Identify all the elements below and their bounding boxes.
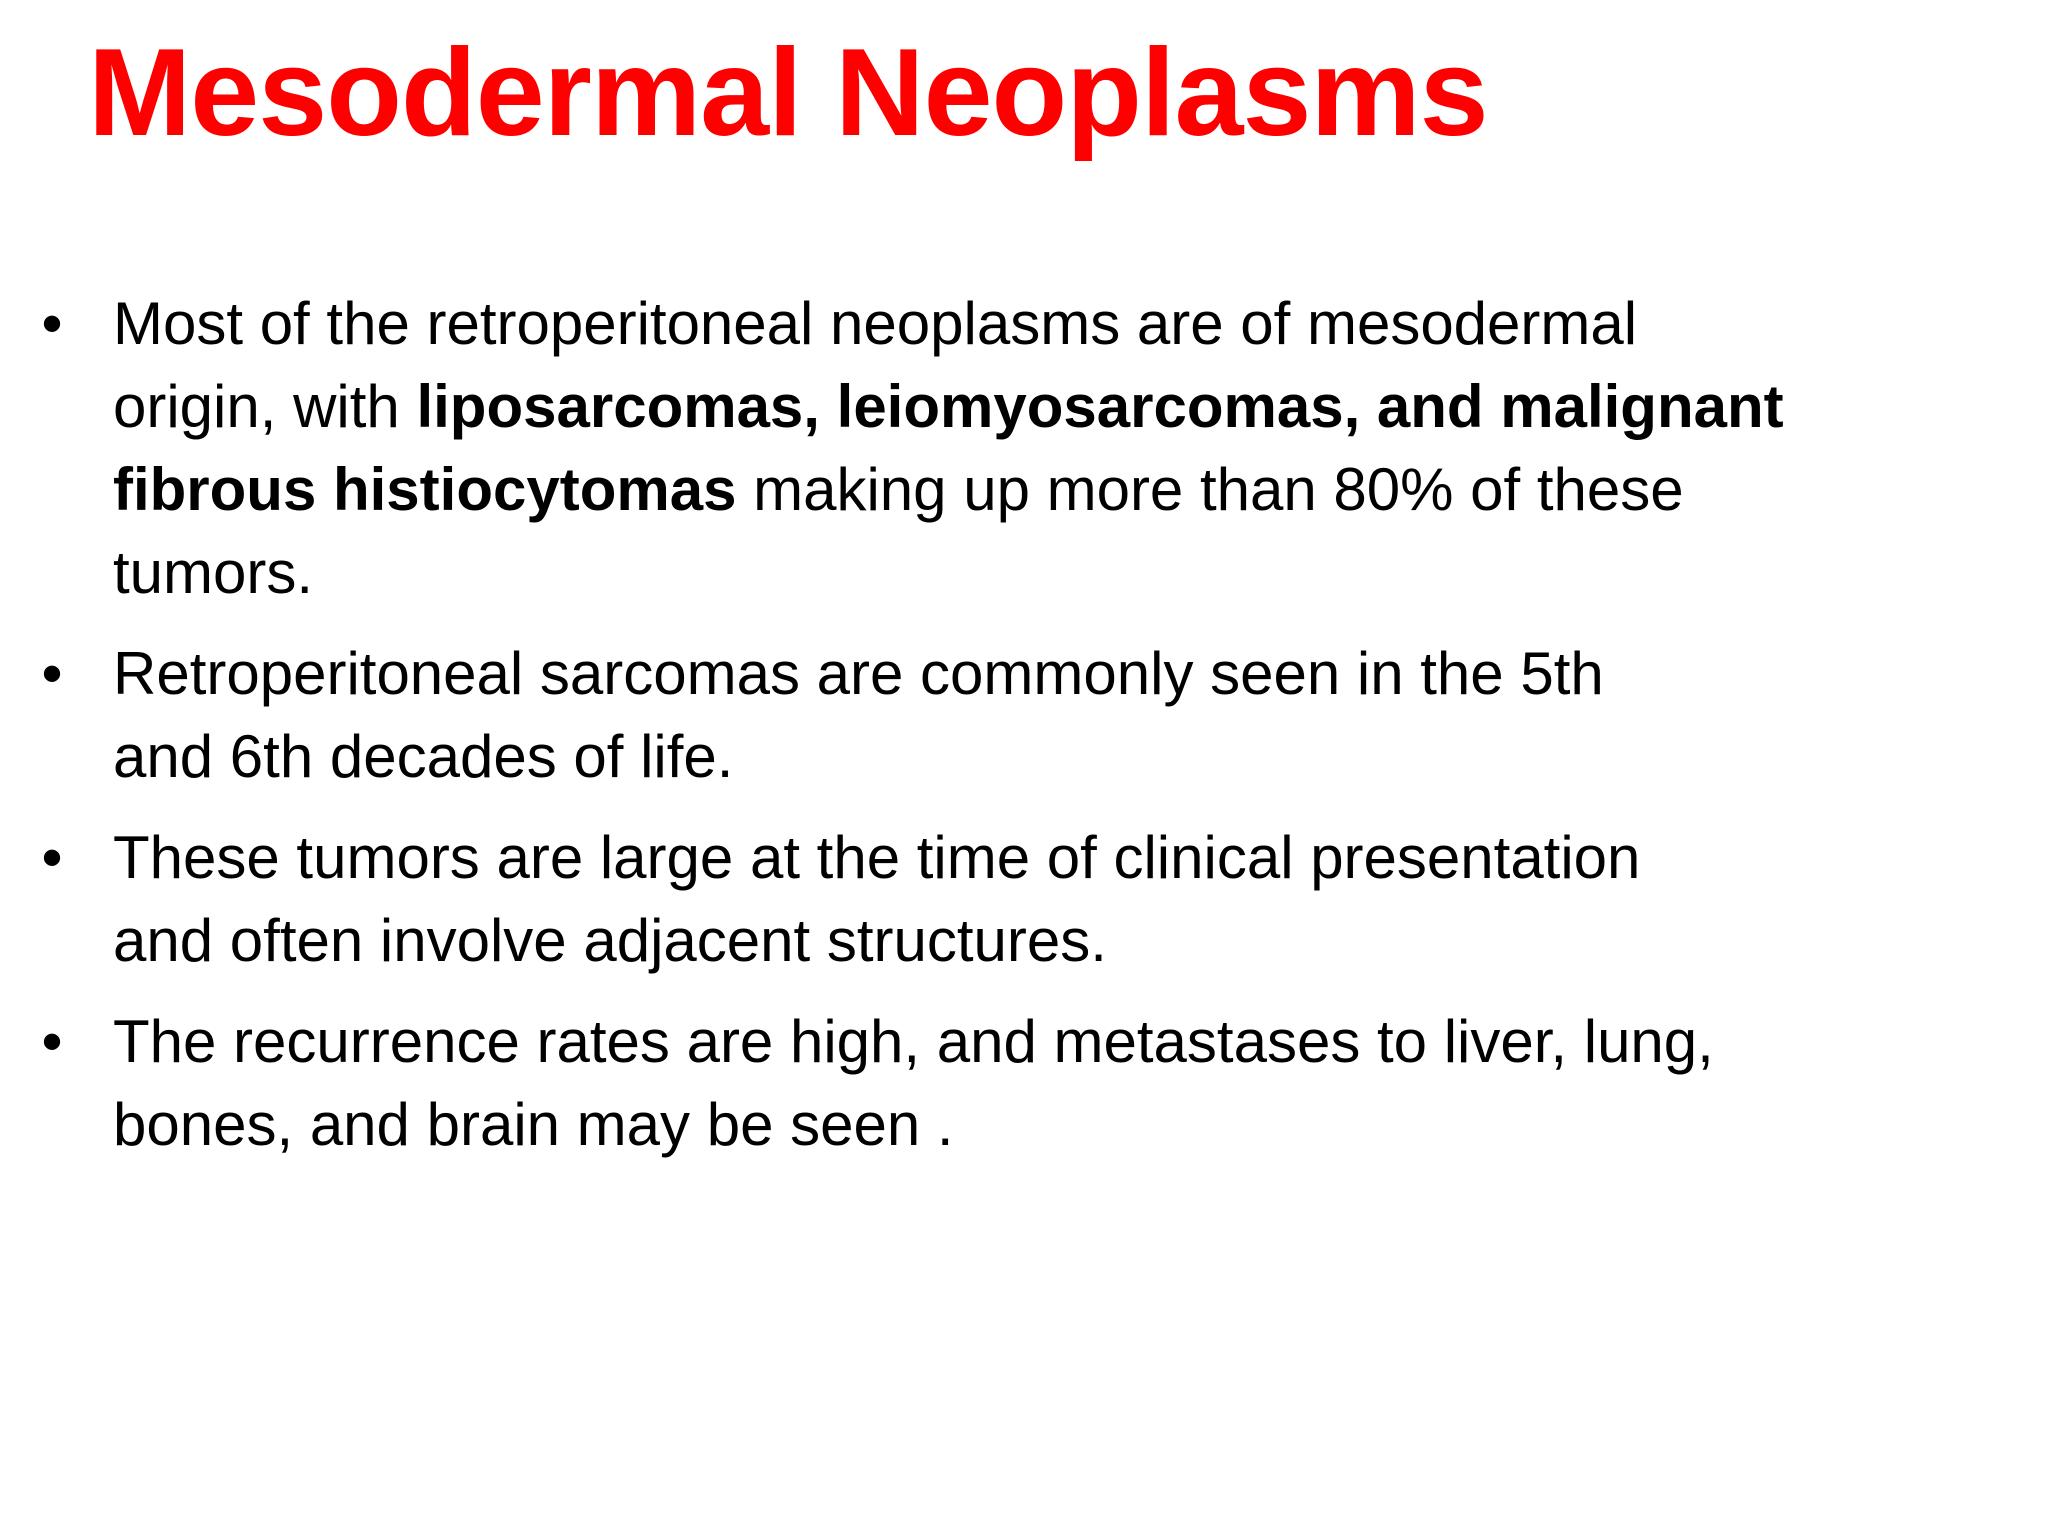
slide-title: Mesodermal Neoplasms xyxy=(88,24,1488,162)
bullet-icon: • xyxy=(41,290,63,357)
bullet-1-line-3-suffix: making up more than 80% of these xyxy=(736,456,1684,523)
bullet-icon: • xyxy=(41,824,63,891)
bullet-item-4 xyxy=(32,1000,1932,1166)
bullet-4-line-1: The recurrence rates are high, and metastases to liver, lung, xyxy=(113,1008,1714,1075)
bullet-text-1 xyxy=(113,282,1932,614)
bullet-1-line-2-prefix: origin, with xyxy=(113,373,417,440)
bullet-item-3 xyxy=(32,816,1932,982)
bullet-3-line-1: These tumors are large at the time of clinical presentation xyxy=(113,824,1641,891)
bullet-2-line-2: and 6th decades of life. xyxy=(113,723,734,790)
bullet-1-line-4: tumors. xyxy=(113,539,314,606)
bullet-1-line-1: Most of the retroperitoneal neoplasms are of mesodermal xyxy=(113,290,1638,357)
bullet-list xyxy=(32,282,1932,1184)
bullet-4-line-2: bones, and brain may be seen . xyxy=(113,1091,954,1158)
bullet-item-1 xyxy=(32,282,1932,614)
bullet-text-3 xyxy=(113,816,1932,982)
bullet-icon: • xyxy=(41,640,63,707)
bullet-1-bold-terms: liposarcomas, leiomyosarcomas, and malignant xyxy=(416,373,1784,440)
bullet-text-4 xyxy=(113,1000,1932,1166)
bullet-3-line-2: and often involve adjacent structures. xyxy=(113,907,1107,974)
bullet-1-bold-terms-continued: fibrous histiocytomas xyxy=(113,456,737,523)
bullet-item-2 xyxy=(32,632,1932,798)
bullet-icon: • xyxy=(41,1008,63,1075)
bullet-2-line-1: Retroperitoneal sarcomas are commonly seen in the 5th xyxy=(113,640,1604,707)
bullet-text-2 xyxy=(113,632,1932,798)
